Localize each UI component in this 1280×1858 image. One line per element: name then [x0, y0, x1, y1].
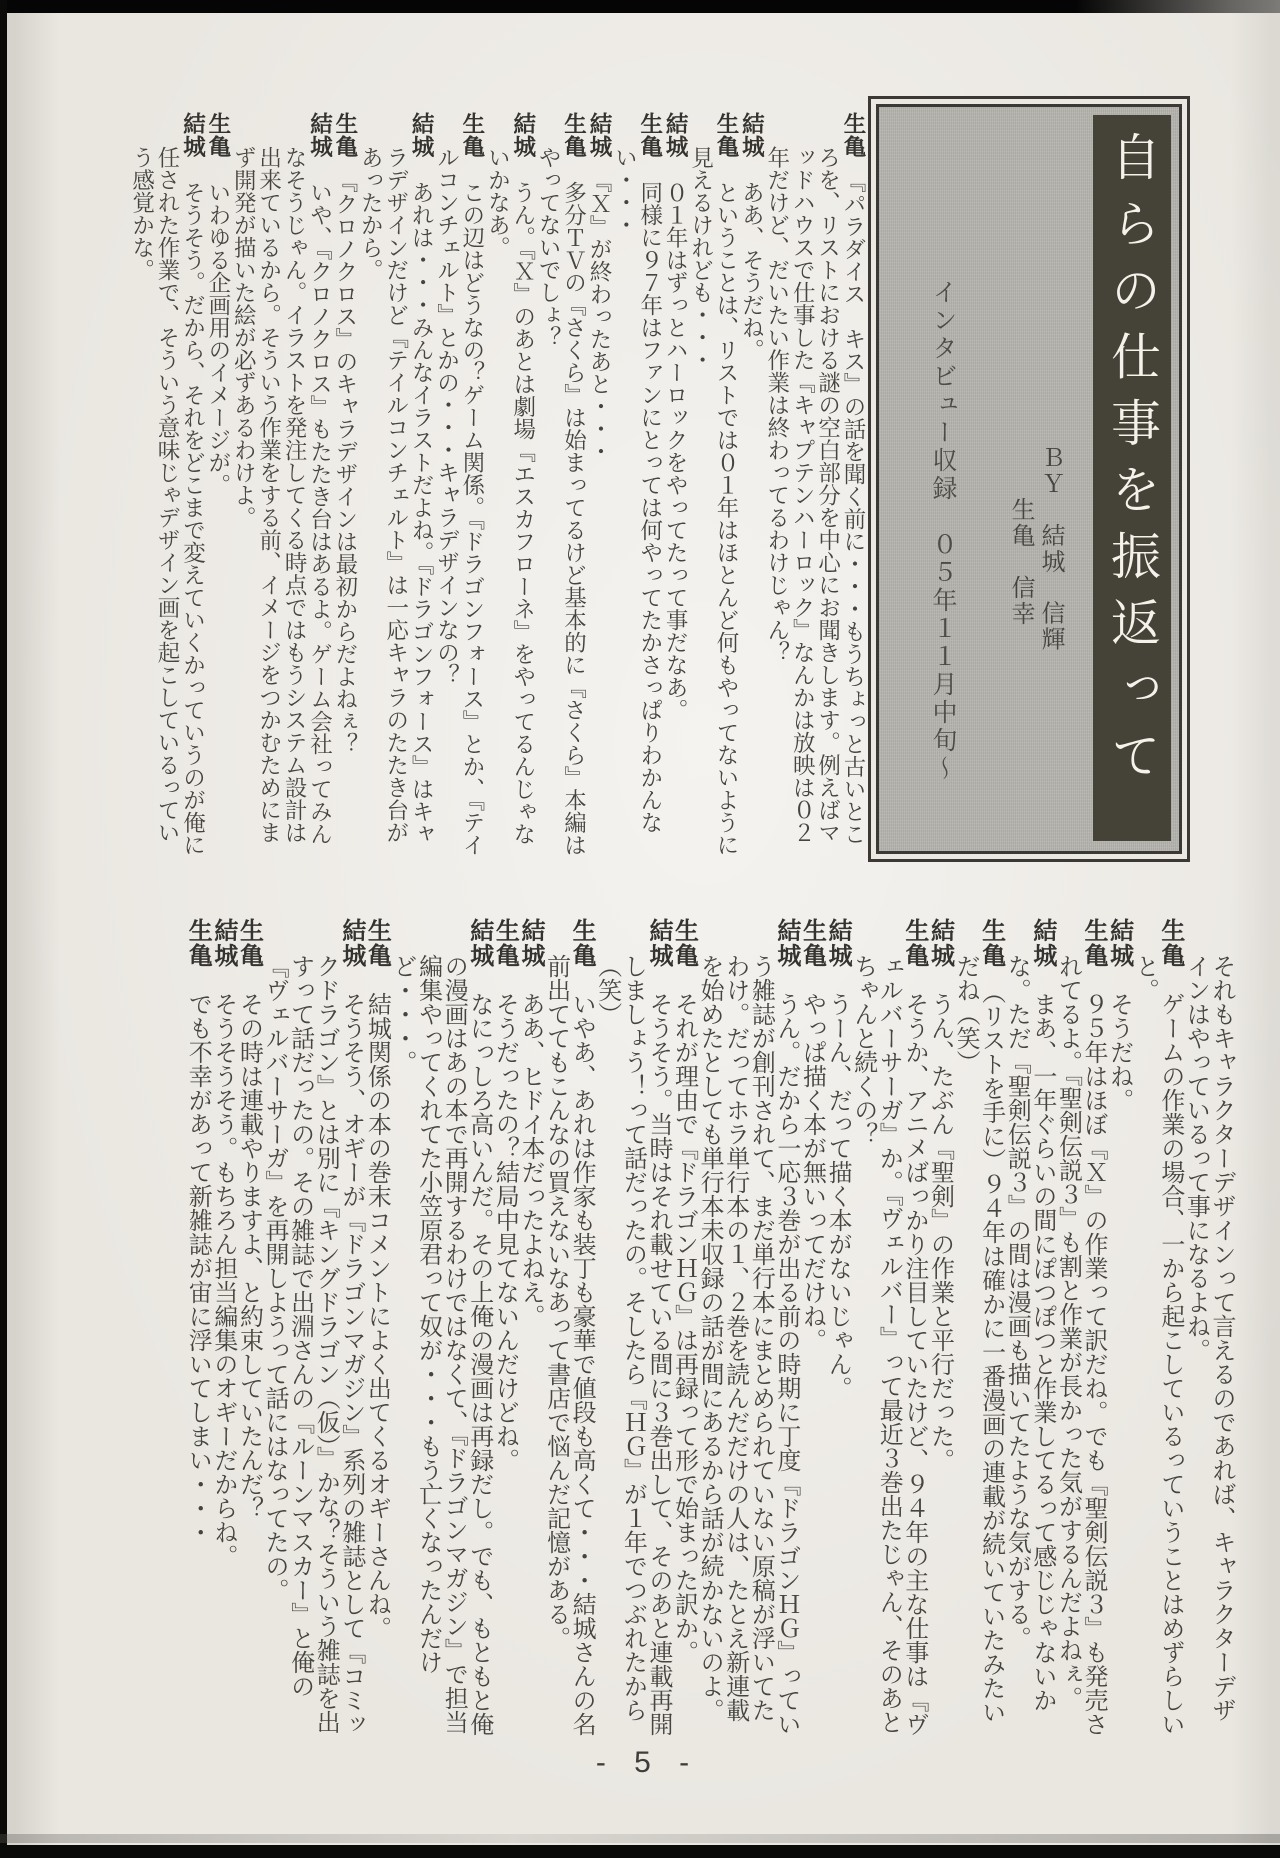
dialogue-utterance: 結城 まあ、一年ぐらいの間にぽつぽつと作業してるって感じじゃないかな。ただ『聖剣伝説３』の間は漫画も描いてたような気がする。 — [1003, 918, 1056, 1712]
dialogue-utterance: 結城 ああ、そうだね。 — [739, 112, 765, 362]
dialogue-utterance: 生亀 いわゆる企画用のイメージが。 — [205, 112, 231, 497]
dialogue-utterance: 生亀 そうか、アニメばっかり注目していたけど、９４年の主な仕事は『ヴェルバーサーガ』か。『ヴェルバー』って最近３巻出たじゃん、そのあとちゃんと続くの？ — [849, 918, 928, 1736]
dialogue-utterance: 結城 そうそう。当時はそれ載せている間に３巻出して、そのあと連載再開しましょう！って話だったの。そしたら『ＨＧ』が１年でつぶれたから（笑） — [593, 918, 672, 1736]
speaker-label: 生亀 — [977, 918, 1005, 968]
speaker-label: 生亀 — [713, 112, 739, 159]
title-bar — [1093, 115, 1171, 841]
speaker-label: 生亀 — [670, 918, 698, 968]
page-title: 自らの仕事を振返って — [1104, 131, 1160, 796]
dialogue-utterance: 結城 ０１年はずっとハーロックをやってたって事だなあ。 — [663, 112, 689, 722]
speaker-label: 結城 — [1028, 918, 1056, 968]
speaker-label: 結城 — [926, 918, 954, 968]
header-box — [868, 96, 1190, 862]
dialogue-utterance: 結城 『Ｘ』が終わったあと・・・ — [586, 112, 612, 463]
scan-edge-top — [0, 0, 1280, 13]
dialogue-utterance: 結城 あれは・・・みんなイラストだよね。『ドラゴンフォース』はキャラデザインだけど『テイルコンチェルト』は一応キャラのたたき台があったから。 — [358, 112, 435, 846]
credit-line-interviewer: 生亀 信幸 — [1007, 497, 1034, 627]
speaker-label: 結城 — [209, 918, 237, 968]
dialogue-utterance: 結城 そうそう。だから、それをどこまで変えていくかっていうのが俺に任された作業で、そういう意味じゃデザイン画を起こしているっていう感覚かな。 — [129, 112, 206, 857]
speaker-label: 生亀 — [205, 112, 231, 159]
speaker-label: 結城 — [180, 112, 206, 159]
dialogue-utterance: 生亀 『パラダイス キス』の話を聞く前に・・・もうちょっと古いところを、リストにおける謎の空白部分を中心にお聞きします。例えばマッドハウスで仕事した『キャプテンハーロック』なんかは放映は０２年だけど、だいたい作業は終わってるわけじゃん？ — [764, 112, 866, 846]
speaker-label: 結城 — [1105, 918, 1133, 968]
dialogue-utterance: 生亀 その時は連載やりますよ、と約束していたんだ？ — [235, 918, 263, 1520]
dialogue-top-block — [129, 112, 866, 864]
dialogue-utterance: 結城 うん。『Ｘ』のあとは劇場『エスカフローネ』をやってるんじゃないかなあ。 — [485, 112, 536, 846]
scan-edge-bottom — [0, 1845, 1280, 1858]
speaker-label: 生亀 — [561, 112, 587, 159]
dialogue-utterance: 結城 なにっしろ高いんだ。その上俺の漫画は再録だし。でも、もともと俺の漫画はあの本で再開するわけではなくて、『ドラゴンマガジン』で担当編集やってくれてた小笠原君って奴が・・・もう亡くなったんだけど・・・。 — [389, 918, 493, 1736]
speaker-label: 結城 — [663, 112, 689, 159]
speaker-label: 結城 — [644, 918, 672, 968]
dialogue-utterance: 生亀 ９５年はほぼ『Ｘ』の作業って訳だね。でも『聖剣伝説３』も発売されてるよ。『聖剣伝説３』も割と作業が長かった気がするんだよねぇ。 — [1054, 918, 1108, 1736]
dialogue-utterance: 生亀 でも不幸があって新雑誌が宙に浮いてしまい・・・ — [184, 918, 212, 1544]
speaker-label: 結城 — [739, 112, 765, 159]
session-note: インタビュー収録 ０５年１１月中旬～ — [929, 279, 957, 783]
speaker-label: 結城 — [409, 112, 435, 159]
dialogue-utterance: 生亀 ということは、リストでは０１年はほとんど何もやってないように見えるけれども・・・ — [688, 112, 739, 857]
speaker-label: 結城 — [516, 918, 544, 968]
dialogue-utterance: 結城 ああ、ヒドイ本だったよねえ。 — [516, 918, 544, 1328]
dialogue-utterance: 生亀 ゲームの作業の場合、一から起こしているっていうことはめずらしいと。 — [1131, 918, 1184, 1736]
dialogue-utterance: 生亀 それが理由で『ドラゴンＨＧ』は再録って形で始まった訳か。 — [670, 918, 698, 1664]
dialogue-utterance: 生亀 結城関係の本の巻末コメントによく出てくるオギーさんね。 — [363, 918, 391, 1640]
speaker-label: 生亀 — [798, 918, 826, 968]
scan-edge-left — [0, 0, 7, 1858]
speaker-label: 生亀 — [637, 112, 663, 159]
dialogue-utterance: 結城 そうそう、オギーが『ドラゴンマガジン』系列の雑誌として『コミックドラゴン』とは別に『キングドラゴン（仮）』かな？そういう雑誌を出すって話だったの。その雑誌で出淵さんの『ルーンマスカー』と俺の『ヴェルバーサーガ』を再開しようって話にはなってたの。 — [261, 918, 365, 1736]
speaker-label: 生亀 — [841, 112, 866, 159]
dialogue-utterance: 結城 うーん、だって描く本がないじゃん。 — [824, 918, 852, 1400]
dialogue-utterance: 結城 いや、『クロノクロス』もたたき台はあるよ。ゲーム会社ってみんなそうじゃん。イラストを発注してくる時点ではもうシステム設計は出来ているから。そういう作業をする前、イメージをつかむためにまず開発が描いた絵が必ずあるわけよ。 — [231, 112, 333, 846]
speaker-label: 生亀 — [332, 112, 358, 159]
speaker-label: 結城 — [510, 112, 536, 159]
dialogue-utterance: 生亀 いやあ、あれは作家も装丁も豪華で値段も高くて・・・結城さんの名前出ててもこんなの買えないなあって書店で悩んだ記憶がある。 — [542, 918, 596, 1736]
dialogue-utterance: それもキャラクターデザインって言えるのであれば、キャラクターデザインはやっているって事になるよね。 — [1182, 954, 1235, 1722]
speaker-label: 生亀 — [363, 918, 391, 968]
speaker-label: 生亀 — [235, 918, 263, 968]
dialogue-utterance: 結城 うん、たぶん『聖剣』の作業と平行だった。 — [926, 918, 954, 1472]
credits — [1005, 445, 1065, 652]
speaker-label: 生亀 — [900, 918, 928, 968]
speaker-label: 結城 — [824, 918, 852, 968]
dialogue-utterance: 生亀 多分ＴＶの『さくら』は始まってるけど基本的に『さくら』本編はやってないでしょ？ — [536, 112, 587, 857]
credit-line-interviewee: ＢＹ 結城 信輝 — [1037, 445, 1064, 653]
page-number: - 5 - — [595, 1746, 700, 1779]
speaker-label: 結城 — [586, 112, 612, 159]
header-box-inner — [876, 104, 1182, 854]
scan-smudge-bottom — [0, 1834, 1280, 1843]
dialogue-utterance: 生亀 やっぱ描く本が無いってだけね。 — [798, 918, 826, 1352]
speaker-label: 結城 — [772, 918, 800, 968]
speaker-label: 結城 — [307, 112, 333, 159]
speaker-label: 結城 — [465, 918, 493, 968]
speaker-label: 結城 — [337, 918, 365, 968]
dialogue-utterance: 結城 そうそうそう。もちろん担当編集のオギーだからね。 — [209, 918, 237, 1568]
speaker-label: 生亀 — [459, 112, 485, 159]
dialogue-utterance: 生亀 同様に９７年はファンにとっては何やってたかさっぱりわかんない・・・ — [612, 112, 663, 834]
speaker-label: 生亀 — [1080, 918, 1108, 968]
dialogue-utterance: 生亀 この辺はどうなの？ゲーム関係。『ドラゴンフォース』とか、『テイルコンチェルト』とかの・・・キャラデザインなの？ — [434, 112, 485, 857]
dialogue-utterance: 生亀 （リストを手に）９４年は確かに一番漫画の連載が続いていたみたいだね（笑） — [952, 918, 1005, 1724]
speaker-label: 生亀 — [491, 918, 519, 968]
dialogue-utterance: 生亀 そうだったの？結局中見てないんだけどね。 — [491, 918, 519, 1472]
dialogue-utterance: 結城 そうだね。 — [1105, 918, 1133, 1112]
dialogue-bottom-block — [185, 918, 1234, 1740]
speaker-label: 生亀 — [1156, 918, 1184, 968]
dialogue-utterance: 結城 うん。だから一応３巻が出る前の時期に丁度『ドラゴンＨＧ』っていう雑誌が創刊されて、まだ単行本にまとめられていない原稿が浮いてたわけ。だってホラ単行本の１、２巻を読んだだけの人は、たとえ新連載を始めたとしても単行本未収録の話が間にあるから話が続かないのよ。 — [696, 918, 800, 1736]
dialogue-utterance: 生亀 『クロノクロス』のキャラデザインは最初からだよねぇ？ — [332, 112, 358, 756]
speaker-label: 生亀 — [184, 918, 212, 968]
speaker-label: 生亀 — [568, 918, 596, 968]
